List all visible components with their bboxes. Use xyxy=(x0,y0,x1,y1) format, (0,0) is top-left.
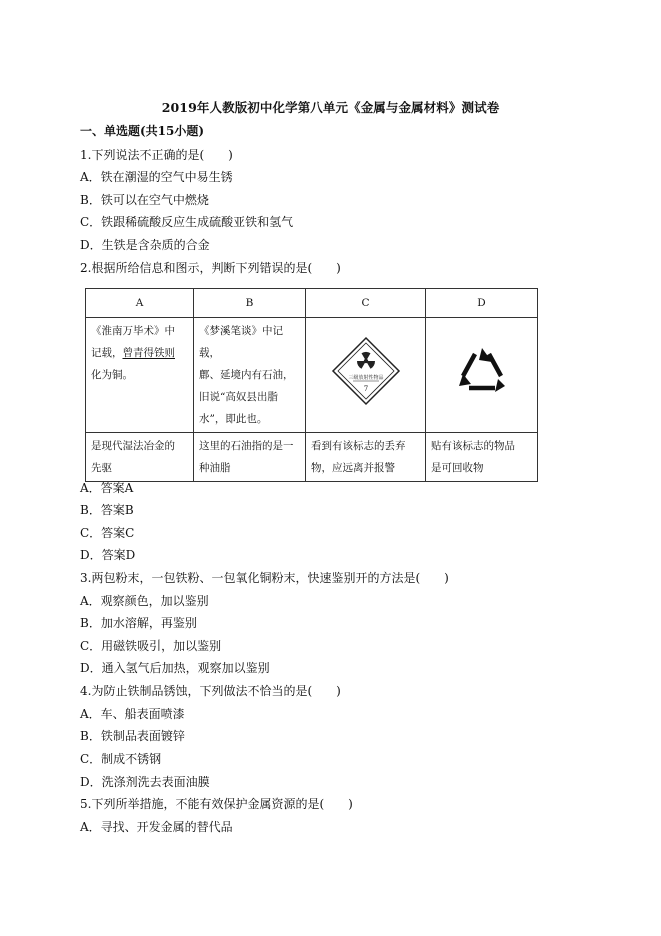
cell-a-info xyxy=(86,318,194,433)
table-header-c: C xyxy=(306,289,426,318)
cell-d-conclusion: 贴有该标志的物品 是可回收物 xyxy=(426,433,538,482)
table-header-d: D xyxy=(426,289,538,318)
cell-b-conclusion: 这里的石油指的是一 种油脂 xyxy=(194,433,306,482)
cell-a-conclusion: 是现代湿法冶金的 先驱 xyxy=(86,433,194,482)
underlined-quote: 曾青得铁则 xyxy=(122,347,175,359)
q4-option-b: B．铁制品表面镀锌 xyxy=(80,729,185,743)
table-header-b: B xyxy=(194,289,306,318)
cell-b-info xyxy=(194,318,306,433)
q2-option-a: A．答案A xyxy=(80,481,134,495)
q1-option-b: B．铁可以在空气中燃烧 xyxy=(80,193,209,207)
q2-option-d: D．答案D xyxy=(80,548,136,562)
cell-a-line: 《淮南万毕术》中 xyxy=(91,325,175,337)
q3-option-a: A．观察颜色，加以鉴别 xyxy=(80,594,209,608)
q2-stem: 2.根据所给信息和图示，判断下列错误的是( ) xyxy=(80,261,341,275)
cell-b-line: 旧说“高奴县出脂 xyxy=(199,391,278,403)
cell-d-figure xyxy=(426,318,538,433)
page-title: 2019年人教版初中化学第八单元《金属与金属材料》测试卷 xyxy=(161,100,500,115)
q3-option-c: C．用磁铁吸引，加以鉴别 xyxy=(80,639,222,653)
hazard-label-text: 三级放射性物品 xyxy=(347,375,384,381)
cell-a-line: 记载，曾青得铁则 xyxy=(91,347,175,359)
q1-option-d: D．生铁是含杂质的合金 xyxy=(80,238,210,252)
q2-option-c: C．答案C xyxy=(80,526,135,540)
cell-b-line: 鄜、延境内有石油， xyxy=(199,369,294,381)
q3-option-d: D．通入氢气后加热，观察加以鉴别 xyxy=(80,661,270,675)
q5-stem: 5.下列所举措施，不能有效保护金属资源的是( ) xyxy=(80,797,353,811)
q3-option-b: B．加水溶解，再鉴别 xyxy=(80,616,197,630)
q2-table xyxy=(85,288,538,482)
q3-stem: 3.两包粉末，一包铁粉、一包氧化铜粉末，快速鉴别开的方法是( ) xyxy=(80,571,449,585)
q4-option-a: A．车、船表面喷漆 xyxy=(80,707,185,721)
cell-c-figure xyxy=(306,318,426,433)
q4-stem: 4.为防止铁制品锈蚀，下列做法不恰当的是( ) xyxy=(80,684,341,698)
q2-option-b: B．答案B xyxy=(80,503,134,517)
q4-option-d: D．洗涤剂洗去表面油膜 xyxy=(80,775,210,789)
cell-c-conclusion: 看到有该标志的丢弃 物，应远离并报警 xyxy=(306,433,426,482)
radioactive-hazard-sign-icon xyxy=(331,336,401,406)
q1-option-a: A．铁在潮湿的空气中易生锈 xyxy=(80,170,233,184)
recycle-icon xyxy=(455,346,509,396)
q4-option-c: C．制成不锈钢 xyxy=(80,752,162,766)
cell-b-line: 水”，即此也。 xyxy=(199,413,268,425)
cell-b-line: 《梦溪笔谈》中记载， xyxy=(199,325,283,359)
table-header-a: A xyxy=(86,289,194,318)
q1-option-c: C．铁跟稀硫酸反应生成硫酸亚铁和氢气 xyxy=(80,215,294,229)
q5-option-a: A．寻找、开发金属的替代品 xyxy=(80,820,233,834)
section-heading: 一、单选题(共15小题) xyxy=(80,124,205,138)
cell-a-line: 化为铜。 xyxy=(91,369,133,381)
q1-stem: 1.下列说法不正确的是( ) xyxy=(80,148,233,162)
hazard-class-number: 7 xyxy=(363,385,368,393)
